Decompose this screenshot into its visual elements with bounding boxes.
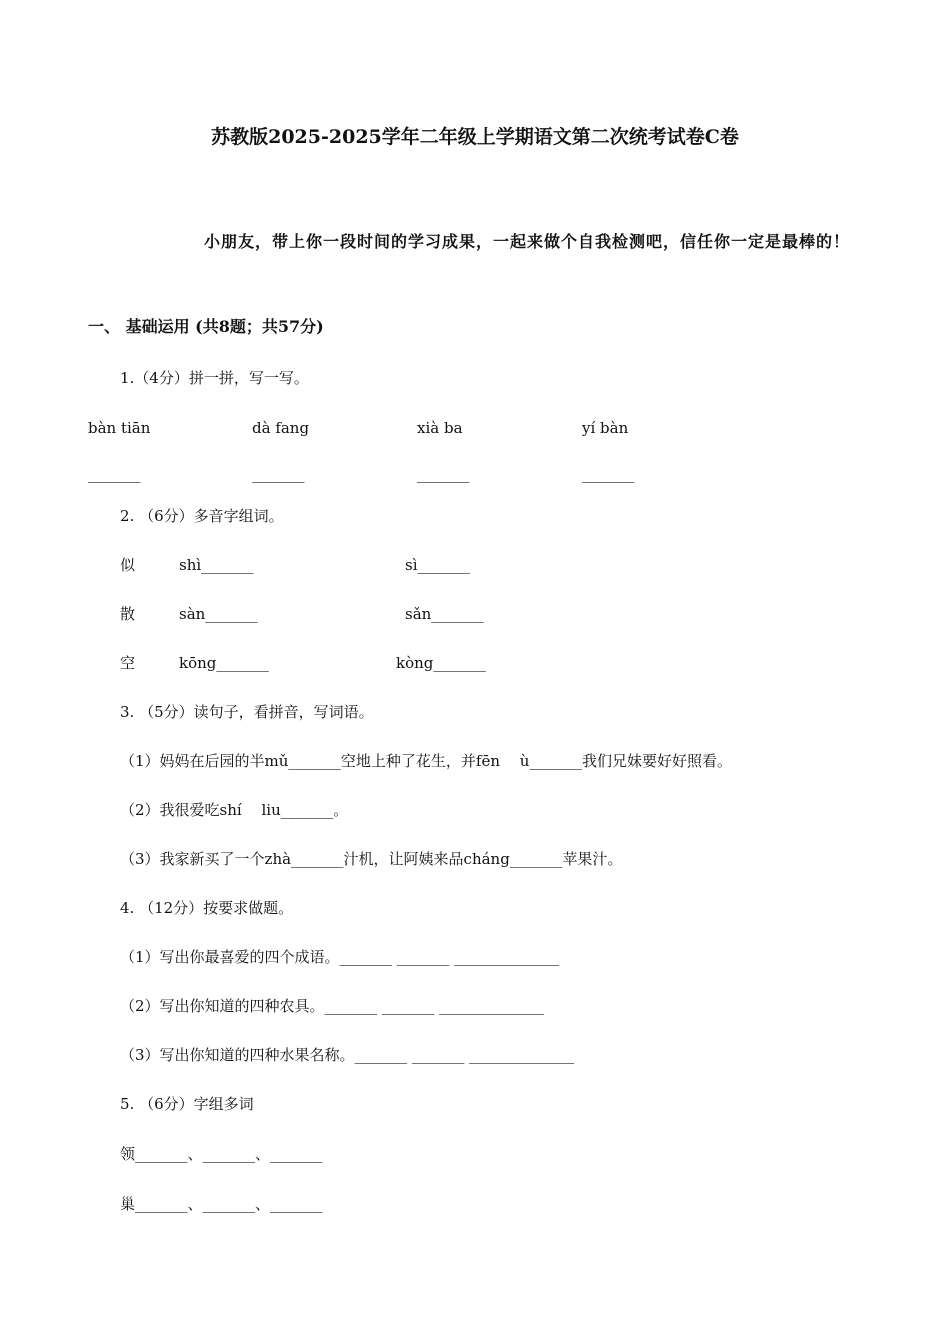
q1-pinyin-4: yí bàn [582, 419, 629, 437]
q3-sentence-1[interactable]: （1）妈妈在后园的半mǔ_______空地上种了花生，并fēn ù_______我们兄妹要好好照看。 [120, 752, 732, 770]
question-2-heading: 2. （6分）多音字组词。 [120, 507, 284, 525]
q2-char-1: 似 [120, 556, 136, 574]
q2-answer-1a[interactable]: shì_______ [179, 556, 254, 574]
intro-text: 小朋友，带上你一段时间的学习成果，一起来做个自我检测吧，信任你一定是最棒的！ [204, 232, 851, 251]
question-4-heading: 4. （12分）按要求做题。 [120, 899, 294, 917]
q1-pinyin-2: dà fang [252, 419, 310, 437]
q4-item-3[interactable]: （3）写出你知道的四种水果名称。_______ _______ ______________ [120, 1046, 575, 1064]
question-3-heading: 3. （5分）读句子，看拼音，写词语。 [120, 703, 374, 721]
q4-item-1[interactable]: （1）写出你最喜爱的四个成语。_______ _______ ______________ [120, 948, 560, 966]
q1-pinyin-1: bàn tiān [88, 419, 151, 437]
question-1-heading: 1.（4分）拼一拼，写一写。 [120, 369, 309, 387]
q3-sentence-3[interactable]: （3）我家新买了一个zhà_______汁机，让阿姨来品cháng_______苹果汁。 [120, 850, 623, 868]
q5-row-2[interactable]: 巢_______、_______、_______ [120, 1195, 323, 1213]
q5-row-1[interactable]: 领_______、_______、_______ [120, 1145, 323, 1163]
q2-answer-3a[interactable]: kōng_______ [179, 654, 269, 672]
q1-answer-blank-4[interactable]: _______ [582, 465, 635, 483]
q2-answer-2a[interactable]: sàn_______ [179, 605, 258, 623]
question-5-heading: 5. （6分）字组多词 [120, 1095, 254, 1113]
q2-answer-2b[interactable]: sǎn_______ [405, 605, 484, 623]
q1-answer-blank-3[interactable]: _______ [417, 465, 470, 483]
q2-answer-3b[interactable]: kòng_______ [396, 654, 486, 672]
q2-char-3: 空 [120, 654, 136, 672]
q2-char-2: 散 [120, 605, 136, 623]
q4-item-2[interactable]: （2）写出你知道的四种农具。_______ _______ ______________ [120, 997, 545, 1015]
q1-answer-blank-2[interactable]: _______ [252, 465, 305, 483]
q1-pinyin-3: xià ba [417, 419, 463, 437]
exam-title: 苏教版2025-2025学年二年级上学期语文第二次统考试卷C卷 [211, 126, 739, 148]
q1-answer-blank-1[interactable]: _______ [88, 465, 141, 483]
q3-sentence-2[interactable]: （2）我很爱吃shí liu_______。 [120, 801, 349, 819]
q2-answer-1b[interactable]: sì_______ [405, 556, 470, 574]
section-heading: 一、 基础运用 (共8题；共57分) [88, 317, 324, 336]
